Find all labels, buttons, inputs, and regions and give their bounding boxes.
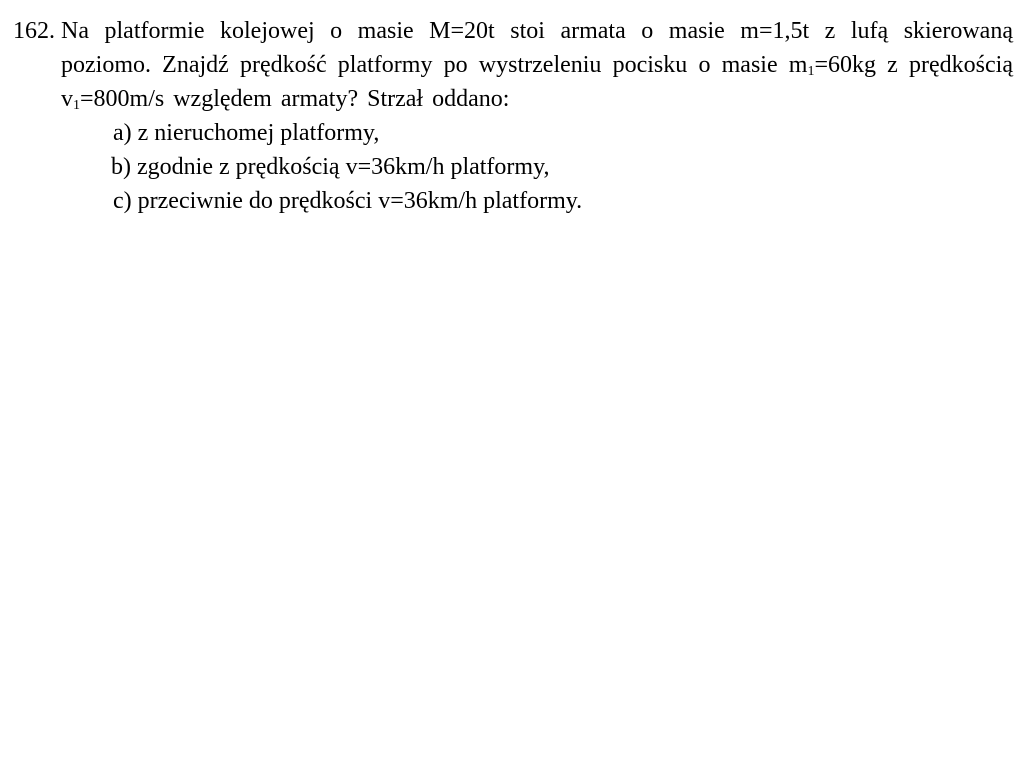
problem-statement xyxy=(13,14,1013,116)
problem-number: 162. xyxy=(13,18,55,44)
problem-text-part-2: =60kg z prędkością v xyxy=(61,52,1013,112)
subpart-a: a) z nieruchomej platformy, xyxy=(113,120,380,146)
problem-162 xyxy=(13,14,1013,218)
subpart-b: b) zgodnie z prędkością v=36km/h platformy, xyxy=(111,154,550,180)
mass-subscript: 1 xyxy=(807,64,815,79)
problem-text-part-3: =800m/s względem armaty? Strzał oddano: xyxy=(80,86,510,112)
problem-text xyxy=(61,14,1013,116)
velocity-subscript: 1 xyxy=(73,98,80,113)
problem-text-part-1: Na platformie kolejowej o masie M=20t stoi armata o masie m=1,5t z lufą skierowaną poziomo. Znajdź prędkość platformy po wystrzeleniu pocisku o masie m xyxy=(61,18,1013,78)
subparts-list xyxy=(13,116,1013,218)
subpart-c: c) przeciwnie do prędkości v=36km/h platformy. xyxy=(113,188,583,214)
